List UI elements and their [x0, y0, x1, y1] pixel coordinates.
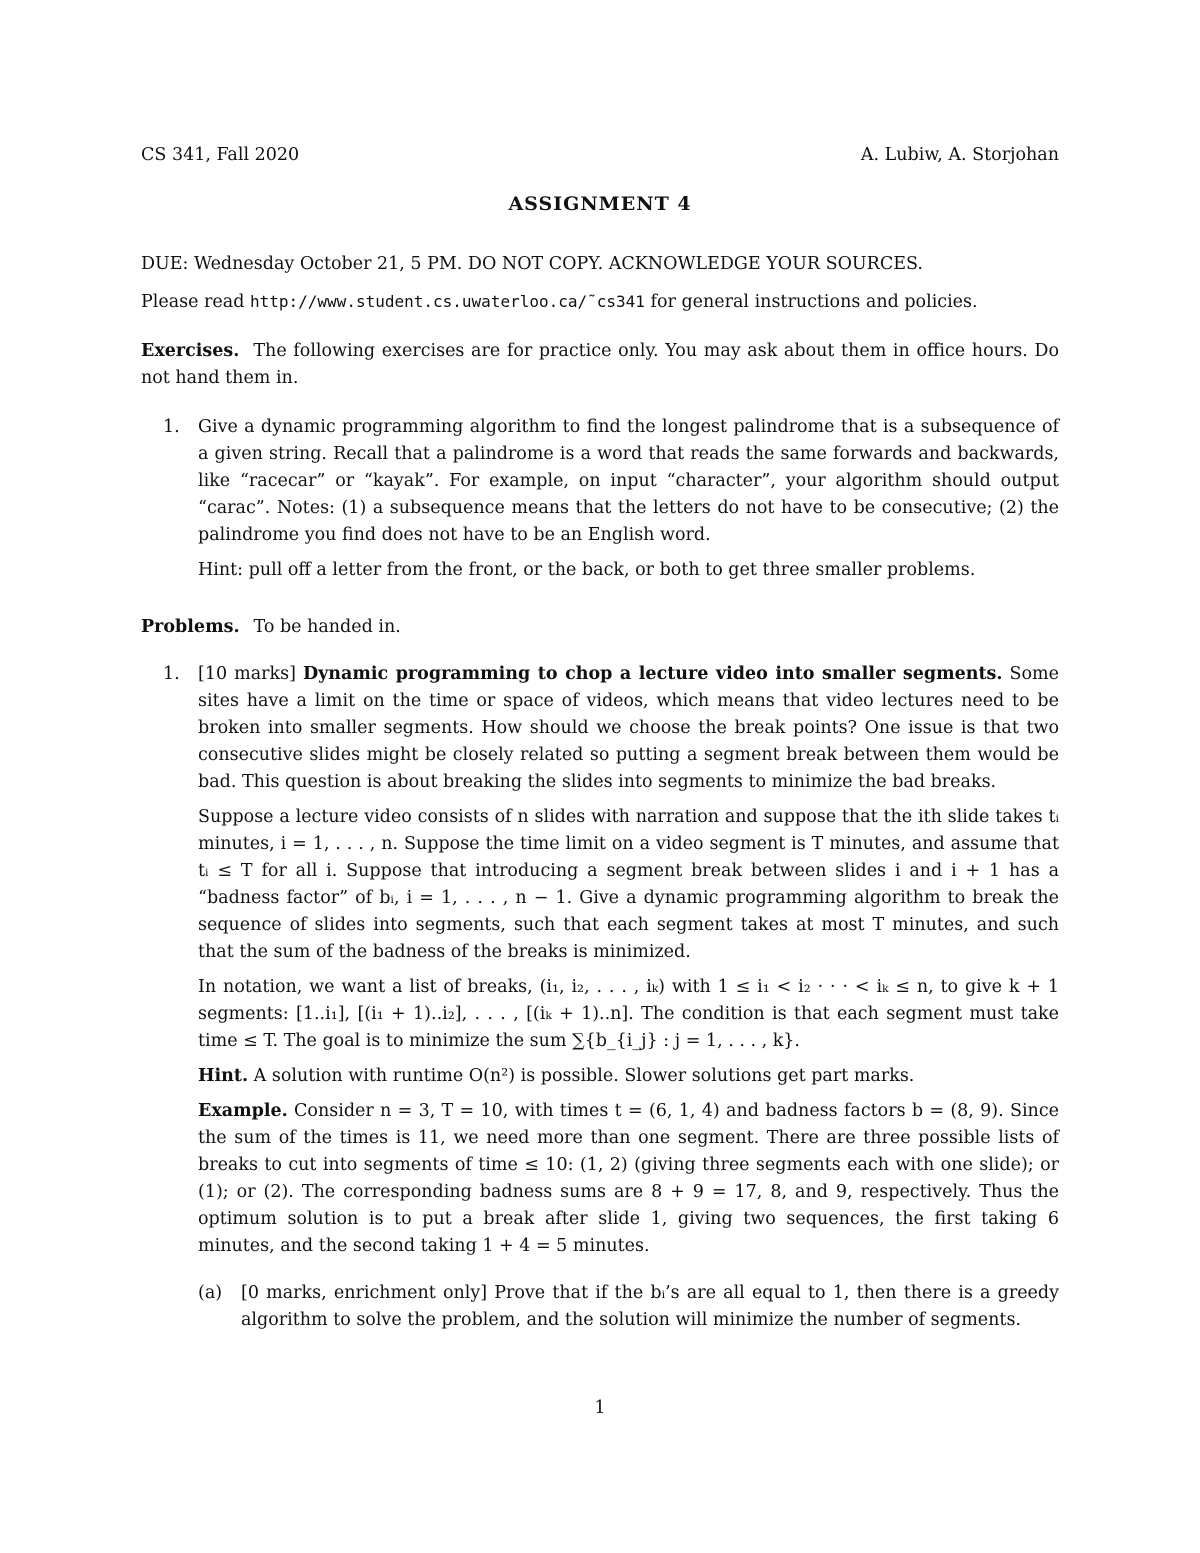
document-page [141, 142, 1059, 1334]
problem-1-hint-text: A solution with runtime O(n²) is possible. Slower solutions get part marks. [253, 1066, 915, 1086]
assignment-title: ASSIGNMENT 4 [508, 193, 692, 215]
exercise-1 [141, 414, 1059, 584]
problem-1a-text: [0 marks, enrichment only] Prove that if the bᵢ’s are all equal to 1, then there is a greedy algorithm to solve the problem, and the solution will minimize the number of segments. [241, 1283, 1059, 1330]
problem-1-setup: Suppose a lecture video consists of n slides with narration and suppose that the ith slide takes tᵢ minutes, i = 1, . . . , n. Suppose the time limit on a video segment is T minutes, and assume that tᵢ ≤ T for all i. Suppose that introducing a segment break between slides i and i + 1 has a “badness factor” of bᵢ, i = 1, . . . , n − 1. Give a dynamic programming algorithm to break the sequence of slides into segments, such that each segment takes at most T minutes, and such that the sum of the badness of the breaks is minimized. [198, 807, 1059, 962]
problem-1-hint [198, 1063, 1059, 1090]
problem-1-example [198, 1098, 1059, 1260]
problem-1-number: 1. [163, 664, 180, 684]
page-header [141, 142, 1059, 169]
instructions-line [141, 288, 1059, 316]
exercises-heading: Exercises. [141, 341, 240, 361]
problem-1-notation: In notation, we want a list of breaks, (i₁, i₂, . . . , iₖ) with 1 ≤ i₁ < i₂ · · · < iₖ ≤ n, to give k + 1 segments: [1..i₁], [(i₁ + 1)..i₂], . . . , [(iₖ + 1)..n]. The condition is that each segment must take time ≤ T. The goal is to minimize the sum ∑{b_{i_j} : j = 1, . . . , k}. [198, 977, 1059, 1051]
instructions-before: Please read [141, 292, 250, 312]
problem-1-example-text: Consider n = 3, T = 10, with times t = (6, 1, 4) and badness factors b = (8, 9). Since the sum of the times is 11, we need more than one segment. There are three possible lists of breaks to cut into segments of time ≤ 10: (1, 2) (giving three segments each with one slide); or (1); or (2). The corresponding badness sums are 8 + 9 = 17, 8, and 9, respectively. Thus the optimum solution is to put a break after slide 1, giving two sequences, the first taking 6 minutes, and the second taking 1 + 4 = 5 minutes. [198, 1101, 1059, 1256]
problem-1-hint-label: Hint. [198, 1066, 249, 1086]
problem-1 [141, 661, 1059, 1260]
problem-1-intro [198, 661, 1059, 796]
course-label: CS 341, Fall 2020 [141, 145, 300, 165]
problem-1-example-label: Example. [198, 1101, 288, 1121]
problem-1-motivation: Some sites have a limit on the time or space of videos, which means that video lectures need to be broken into smaller segments. How should we choose the break points? One issue is that two consecutive slides might be closely related so putting a segment break between them would be bad. This question is about breaking the slides into segments to minimize the bad breaks. [198, 664, 1059, 792]
problems-intro-text: To be handed in. [253, 617, 401, 637]
problem-1a [141, 1280, 1059, 1334]
problem-1a-label: (a) [198, 1283, 223, 1303]
exercises-intro [141, 338, 1059, 392]
due-line: DUE: Wednesday October 21, 5 PM. DO NOT COPY. ACKNOWLEDGE YOUR SOURCES. [141, 254, 923, 274]
problems-intro [141, 614, 1059, 641]
exercise-1-number: 1. [163, 417, 180, 437]
exercise-1-text: Give a dynamic programming algorithm to find the longest palindrome that is a subsequence of a given string. Recall that a palindrome is a word that reads the same forwards and backwards, like “racecar” or “kayak”. For example, on input “character”, your algorithm should output “carac”. Notes: (1) a subsequence means that the letters do not have to be consecutive; (2) the palindrome you find does not have to be an English word. [198, 417, 1059, 545]
problem-1-title: Dynamic programming to chop a lecture video into smaller segments. [302, 664, 1003, 684]
exercises-intro-text: The following exercises are for practice only. You may ask about them in office hours. Do not hand them in. [141, 341, 1059, 388]
problem-1-marks: [10 marks] [198, 664, 296, 684]
exercise-1-hint: Hint: pull off a letter from the front, or the back, or both to get three smaller problems. [198, 560, 976, 580]
instructions-after: for general instructions and policies. [644, 292, 978, 312]
course-url-link[interactable]: http://www.student.cs.uwaterloo.ca/˜cs341 [249, 292, 645, 311]
problems-heading: Problems. [141, 617, 240, 637]
page-number: 1 [594, 1398, 606, 1418]
authors-label: A. Lubiw, A. Storjohan [860, 145, 1059, 165]
